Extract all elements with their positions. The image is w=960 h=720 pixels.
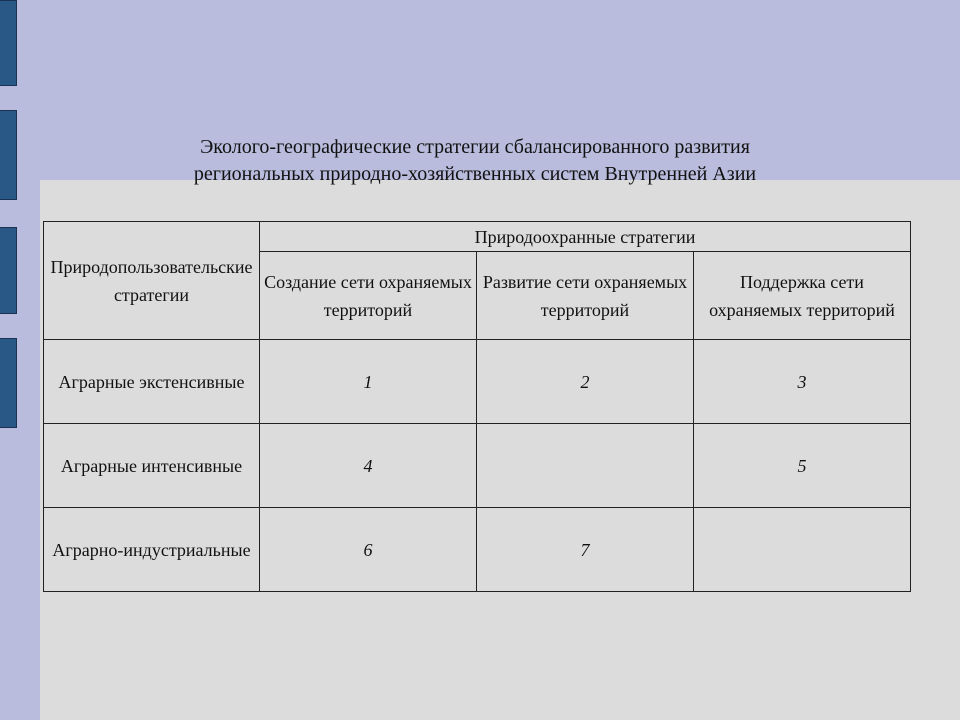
slide-title xyxy=(60,134,890,188)
row-label: Аграрно-индустриальные xyxy=(44,508,260,592)
row-label: Аграрные экстенсивные xyxy=(44,340,260,424)
row-label: Аграрные интенсивные xyxy=(44,424,260,508)
slide-title-line-1: Эколого-географические стратегии сбалансированного развития xyxy=(200,136,750,158)
column-header: Развитие сети охраняемых территорий xyxy=(477,252,694,340)
table-cell: 7 xyxy=(477,508,694,592)
group-header: Природоохранные стратегии xyxy=(260,222,911,252)
left-accent-bar-3 xyxy=(0,227,17,314)
table-row xyxy=(44,508,911,592)
left-accent-bar-4 xyxy=(0,338,17,428)
table-row xyxy=(44,340,911,424)
table-cell: 6 xyxy=(260,508,477,592)
slide-title-line-2: региональных природно-хозяйственных систем Внутренней Азии xyxy=(193,163,757,185)
column-header: Поддержка сети охраняемых территорий xyxy=(694,252,911,340)
table-cell: 2 xyxy=(477,340,694,424)
strategies-table xyxy=(43,221,911,592)
table-cell: 3 xyxy=(694,340,911,424)
table-cell: 1 xyxy=(260,340,477,424)
table-cell: 4 xyxy=(260,424,477,508)
table-cell xyxy=(694,508,911,592)
column-header: Создание сети охраняемых территорий xyxy=(260,252,477,340)
table-row xyxy=(44,424,911,508)
table-cell xyxy=(477,424,694,508)
row-header-label: Природопользовательские стратегии xyxy=(44,222,260,340)
left-accent-bar-2 xyxy=(0,110,17,200)
table-cell: 5 xyxy=(694,424,911,508)
left-accent-bar-1 xyxy=(0,0,17,86)
